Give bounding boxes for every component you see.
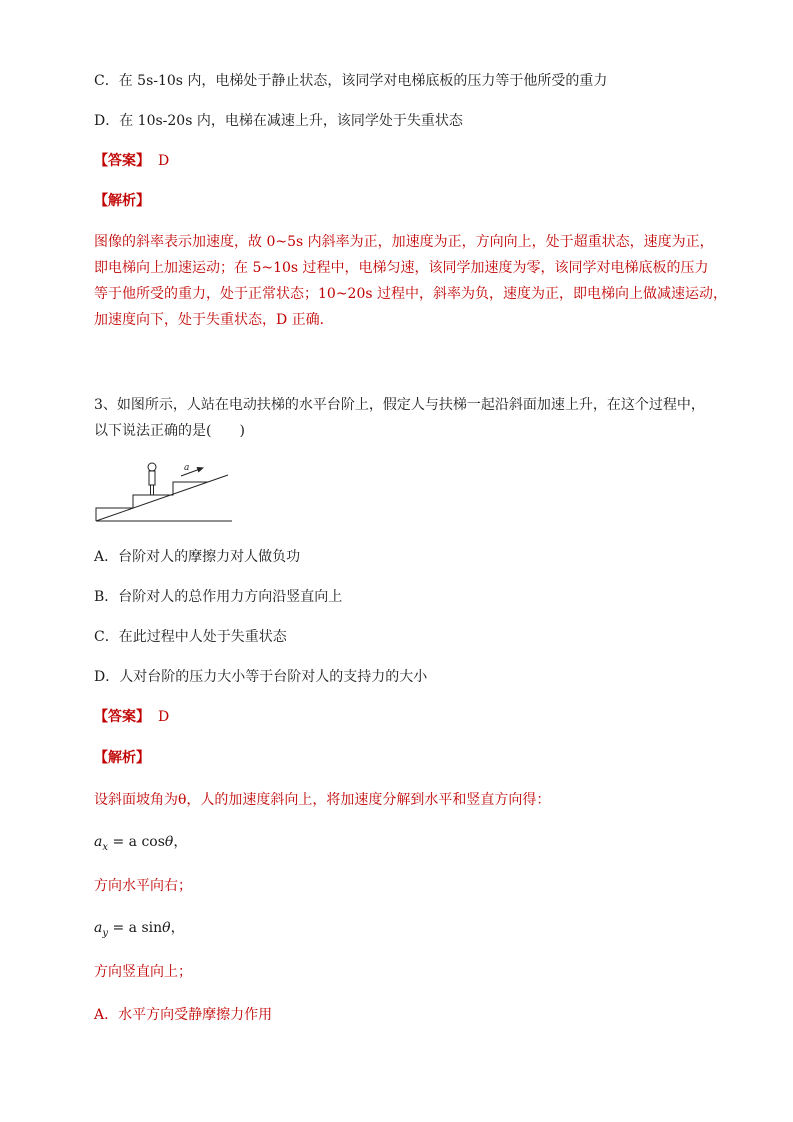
answer-tag: 【答案】 [94, 153, 150, 169]
eq-symbol: a [94, 920, 103, 936]
eq-rhs: = a [112, 920, 137, 936]
eq-variable: θ [162, 920, 171, 936]
q2-analysis-heading [94, 191, 733, 211]
equation-ay [94, 918, 733, 944]
escalator-figure [92, 455, 237, 527]
answer-tag: 【答案】 [94, 709, 150, 725]
answer-value: D [158, 153, 170, 169]
eq-function: sin [141, 920, 163, 936]
analysis-line: 即电梯向上加速运动；在 5~10s 过程中，电梯匀速，该同学加速度为零，该同学对电梯底板的压力 [94, 260, 709, 276]
eq-subscript: y [102, 927, 109, 939]
q3-analysis-line3: 方向竖直向上； [94, 964, 192, 980]
q2-option-d: D．在 10s-20s 内，电梯在减速上升，该同学处于失重状态 [94, 113, 463, 129]
eq-variable: θ [164, 834, 174, 850]
q3-analysis-line1: 设斜面坡角为θ，人的加速度斜向上，将加速度分解到水平和竖直方向得： [94, 792, 551, 808]
q3-option-a: A．台阶对人的摩擦力对人做负功 [94, 549, 301, 565]
analysis-line: 等于他所受的重力，处于正常状态；10~20s 过程中，斜率为负，速度为正，即电梯向上做减速运动， [94, 286, 727, 302]
analysis-line: 图像的斜率表示加速度，故 0~5s 内斜率为正，加速度为正，方向向上，处于超重状态，速度为正， [94, 234, 714, 250]
q3-option-d: D．人对台阶的压力大小等于台阶对人的支持力的大小 [94, 669, 428, 685]
person-icon [148, 463, 156, 495]
analysis-line: 加速度向下，处于失重状态，D 正确． [94, 312, 334, 328]
eq-function: cos [141, 834, 165, 850]
eq-rhs: = a [112, 834, 137, 850]
q3-option-c: C．在此过程中人处于失重状态 [94, 629, 287, 645]
q3-option-b: B．台阶对人的总作用力方向沿竖直向上 [94, 589, 343, 605]
analysis-tag: 【解析】 [94, 750, 150, 766]
eq-end: ， [173, 834, 188, 850]
answer-value: D [158, 709, 170, 725]
eq-end: ， [170, 920, 185, 936]
q3-analysis-line2: 方向水平向右； [94, 878, 192, 894]
q2-answer [94, 151, 733, 171]
q2-option-c: C．在 5s-10s 内，电梯处于静止状态，该同学对电梯底板的压力等于他所受的重力 [94, 73, 608, 89]
q3-analysis-heading [94, 748, 733, 768]
incline-line [96, 475, 228, 521]
equation-ax [94, 832, 733, 858]
figure-label-a: a [184, 463, 190, 473]
eq-subscript: x [102, 841, 108, 853]
q3-answer [94, 707, 733, 727]
q2-analysis-paragraph [94, 229, 727, 333]
analysis-tag: 【解析】 [94, 193, 150, 209]
q3-stem-line1: 3、如图所示，人站在电动扶梯的水平台阶上，假定人与扶梯一起沿斜面加速上升，在这个过程中， [94, 397, 705, 413]
eq-symbol: a [94, 834, 103, 850]
q3-stem-line2: 以下说法正确的是( ) [94, 423, 245, 439]
q3-analysis-line4: A．水平方向受静摩擦力作用 [94, 1007, 273, 1023]
